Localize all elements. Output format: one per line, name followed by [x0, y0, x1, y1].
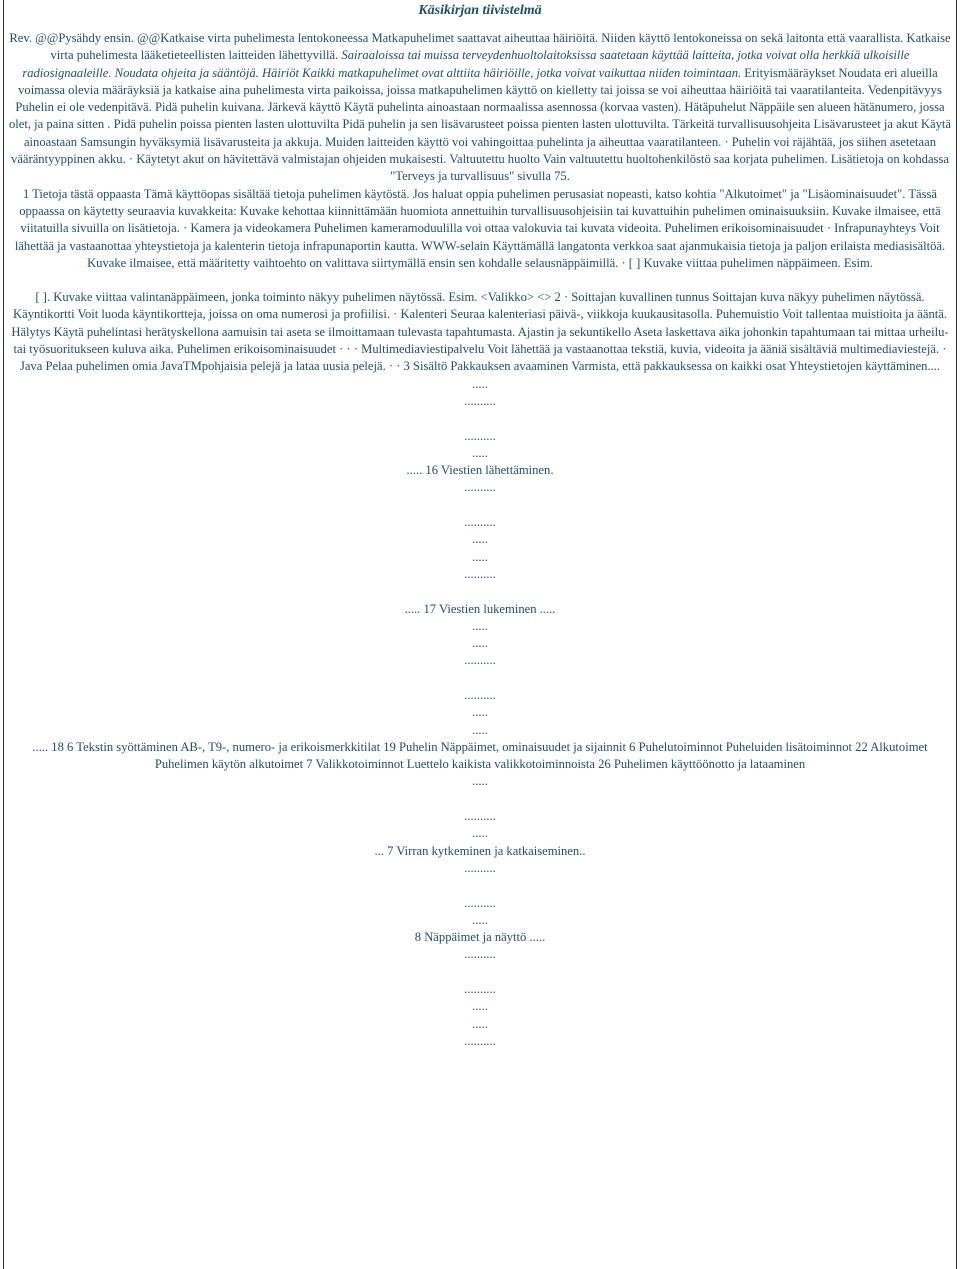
toc-line: .......... — [464, 687, 496, 702]
toc-line: .......... — [464, 480, 496, 495]
toc-line — [8, 497, 952, 514]
safety-text-2: Sairaaloissa tai muissa terveydenhuoltolaitoksissa saatetaan käyttää laitteita, jotka voivat olla herkkiä ulkoisille radiosignaaleille. Noudata ohjeita ja sääntöjä. Häiriöt Kaikki matkapuhelimet ovat alttiita häiriöille, jotka voivat vaikuttaa niiden toimintaan. — [22, 48, 910, 80]
toc-line — [8, 583, 952, 600]
safety-paragraph — [8, 30, 952, 186]
toc-line — [8, 964, 952, 981]
toc-line: .......... — [464, 428, 496, 443]
toc-line: ..... — [472, 376, 488, 391]
toc-line: .......... — [464, 653, 496, 668]
toc-line: ..... — [472, 618, 488, 633]
toc-line: .......... — [464, 947, 496, 962]
document-title: Käsikirjan tiivistelmä — [418, 3, 542, 18]
toc-entry-virran-kytkeminen[interactable]: ... 7 Virran kytkeminen ja katkaiseminen.. — [374, 843, 586, 858]
toc-entry-viestien-lukeminen[interactable]: ..... 17 Viestien lukeminen ..... — [404, 601, 556, 616]
toc-entry-viestien-lahettaminen[interactable]: ..... 16 Viestien lähettäminen. — [406, 463, 554, 478]
toc-line: .......... — [464, 393, 496, 408]
toc-line: .......... — [464, 566, 496, 581]
toc-section-1 — [8, 376, 952, 739]
toc-line — [8, 877, 952, 894]
guide-info-paragraph: 1 Tietoja tästä oppaasta Tämä käyttöopas sisältää tietoja puhelimen käytöstä. Jos haluat oppia puhelimen perusasiat nopeasti, katso kohtia "Alkutoimet" ja "Lisäominaisuudet". Tässä oppaassa on käytetty seuraavia kuvakkeita: Kuvake kehottaa kiinnittämään huomiota annettuihin turvallisuusohjeisiin tai kuvattuihin puhelimen ominaisuuksiin. Kuvake ilmaisee, että viitatuilla sivuilla on lisätietoja. · Kamera ja videokamera Puhelimen kameramoduulilla voi ottaa valokuvia tai kuvata videoita. Puhelimen erikoisominaisuudet · Infrapunayhteys Voit lähettää ja vastaanottaa yhteystietoja ja kalenterin tietoja infrapunaportin kautta. WWW-selain Käyttämällä langatonta verkkoa saat ajanmukaisia tietoja ja paljon erilaista mediasisältöä. Kuvake ilmaisee, että määritetty vaihtoehto on valittava siirtymällä ensin sen kohdalle selausnäppäimillä. · [ ] Kuvake viittaa puhelimen näppäimeen. Esim. — [14, 186, 946, 270]
toc-line: ..... — [472, 532, 488, 547]
toc-line: .......... — [464, 982, 496, 997]
toc-line: ..... — [472, 774, 488, 789]
toc-line: ..... — [472, 1016, 488, 1031]
toc-line: ..... — [472, 999, 488, 1014]
page-border-right — [956, 0, 957, 1269]
page-border-left — [3, 0, 4, 1269]
toc-line: ..... — [472, 722, 488, 737]
toc-line: .......... — [464, 860, 496, 875]
toc-line — [8, 791, 952, 808]
toc-line: ..... — [472, 912, 488, 927]
toc-line: ..... — [472, 705, 488, 720]
safety-text-3: Erityismääräykset Noudata eri alueilla voimassa olevia määräyksiä ja katkaise aina puhelimesta virta paikoissa, joissa matkapuhelimen käyttö on kielletty tai joissa se voi aiheuttaa häiriöitä tai vaaratilanteita. Vedenpitävyys Puhelin ei ole vedenpitävä. Pidä puhelin kuivana. Järkevä käyttö Käytä puhelinta ainoastaan normaalissa asennossa (korvaa vasten). Hätäpuhelut Näppäile sen alueen hätänumero, jossa olet, ja paina sitten . Pidä puhelin poissa pienten lasten ulottuvilta Pidä puhelin ja sen lisävarusteet poissa pienten lasten ulottuvilta. Tärkeitä turvallisuusohjeita Lisävarusteet ja akut Käytä ainoastaan Samsungin hyväksymiä lisävarusteita ja akkuja. Muiden laitteiden käyttö voi vahingoittaa puhelinta ja aiheuttaa vaaratilanteen. · Puhelin voi räjähtää, jos siihen asetetaan vääräntyyppinen akku. · Käytetyt akut on hävitettävä valmistajan ohjeiden mukaisesti. Valtuutettu huolto Vain valtuutettu huoltohenkilöstö saa korjata puhelimen. Lisätietoja on kohdassa "Terveys ja turvallisuus" sivulla 75. — [9, 65, 951, 184]
toc-line: .......... — [464, 809, 496, 824]
toc-entry-nappaimet-ja-naytto[interactable]: 8 Näppäimet ja näyttö ..... — [414, 930, 546, 945]
toc-line: ..... — [472, 636, 488, 651]
toc-line: .......... — [464, 895, 496, 910]
toc-line: ..... — [472, 445, 488, 460]
document-page — [8, 2, 952, 1050]
toc-summary-paragraph: ..... 18 6 Tekstin syöttäminen AB-, T9-, numero- ja erikoismerkkitilat 19 Puhelin Näppäimet, ominaisuudet ja sijainnit 6 Puhelutoiminnot Puheluiden lisätoiminnot 22 Alkutoimet Puhelimen käytön alkutoimet 7 Valikkotoiminnot Luettelo kaikista valikkotoiminnoista 26 Puhelimen käyttöönotto ja lataaminen — [32, 739, 928, 772]
safety-text-1: Rev. @@Pysähdy ensin. @@Katkaise virta puhelimesta lentokoneessa Matkapuhelimet saattavat aiheuttaa häiriöitä. Niiden käyttö lentokoneissa on sekä laitonta että vaarallista. Katkaise virta puhelimesta lääketieteellisten laitteiden lähettyvillä. — [9, 31, 951, 63]
toc-line: .......... — [464, 1033, 496, 1048]
toc-line: .......... — [464, 515, 496, 530]
toc-line: ..... — [472, 826, 488, 841]
features-paragraph: [ ]. Kuvake viittaa valintanäppäimeen, jonka toiminto näkyy puhelimen näytössä. Esim. <Valikko> <> 2 · Soittajan kuvallinen tunnus Soittajan kuva näkyy puhelimen näytössä. Käyntikortti Voit luoda käyntikortteja, joissa on oma numerosi ja profiilisi. · Kalenteri Seuraa kalenteriasi päivä-, viikkoja kuukausitasolla. Puhemuistio Voit tallentaa muistioita ja ääntä. Hälytys Käytä puhelintasi herätyskellona aamuisin tai aseta se ilmoittamaan tulevasta tapahtumasta. Ajastin ja sekuntikello Aseta laskettava aika johonkin tapahtumaan tai mittaa urheilu- tai työsuoritukseen kuluva aika. Puhelimen erikoisominaisuudet · · · Multimediaviestipalvelu Voit lähettää ja vastaanottaa tekstiä, kuvia, videoita ja ääniä sisältäviä multimediaviestejä. · Java Pelaa puhelimen omia JavaTMpohjaisia pelejä ja lataa uusia pelejä. · · 3 Sisältö Pakkauksen avaaminen Varmista, että pakkauksessa on kaikki osat Yhteystietojen käyttäminen.... — [11, 290, 949, 374]
toc-line: ..... — [472, 549, 488, 564]
toc-line — [8, 410, 952, 427]
toc-section-2 — [8, 773, 952, 1050]
toc-line — [8, 670, 952, 687]
spacer — [8, 272, 952, 289]
